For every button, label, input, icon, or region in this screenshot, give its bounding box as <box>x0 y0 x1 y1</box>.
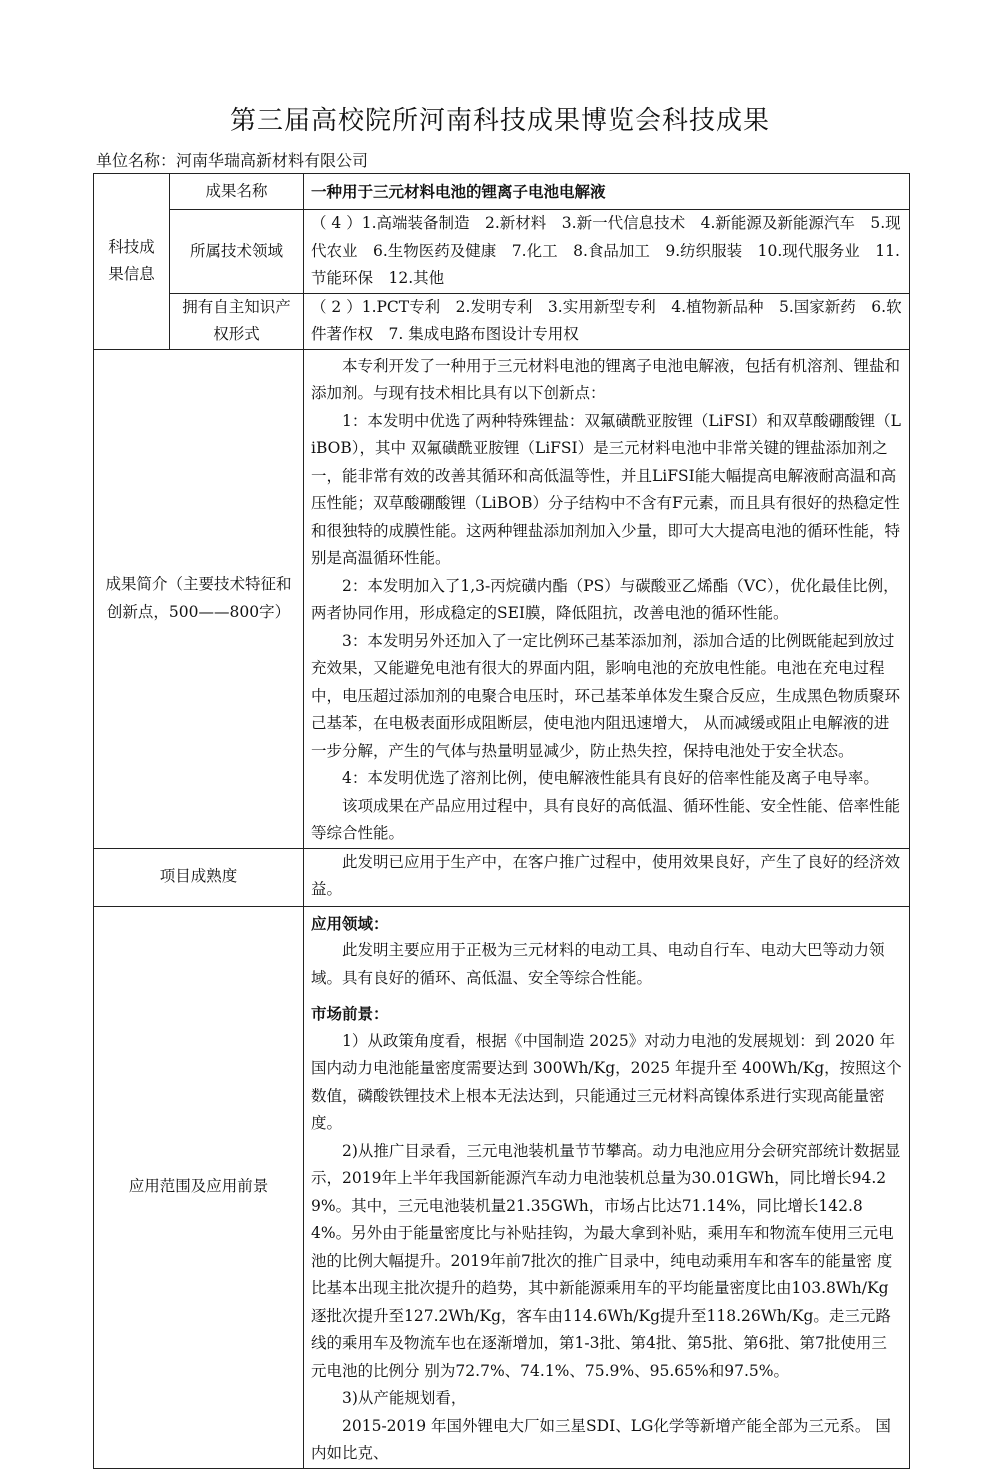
summary-section-header: 成果简介（主要技术特征和创新点，500——800字） <box>94 349 304 848</box>
achievement-table <box>93 173 910 1469</box>
name-label: 成果名称 <box>170 174 304 210</box>
market-paragraph: 3)从产能规划看， <box>342 1389 467 1407</box>
summary-paragraph: 3：本发明另外还加入了一定比例环己基苯添加剂，添加合适的比例既能起到放过充效果，又能避免电池有很大的界面内阻，影响电池的充放电性能。电池在充电过程中，电压超过添加剂的电聚合电压时，环己基苯单体发生聚合反应，生成黑色物质聚环己基苯，在电极表面形成阻断层，使电池内阻迅速增大， 从而减缓或阻止电解液的进一步分解，产生的气体与热量明显减少，防止热失控，保持电池处于安全状态。 <box>311 631 901 760</box>
name-value: 一种用于三元材料电池的锂离子电池电解液 <box>304 174 910 210</box>
application-content <box>304 906 910 1468</box>
market-title: 市场前景： <box>311 1004 389 1023</box>
field-value: （ 4 ）1.高端装备制造 2.新材料 3.新一代信息技术 4.新能源及新能源汽车 5.现代农业 6.生物医药及健康 7.化工 8.食品加工 9.纺织服装 10.现代服务业 11.节能环保 12.其他 <box>304 210 910 294</box>
unit-name: 河南华瑞高新材料有限公司 <box>176 151 369 170</box>
market-paragraph: 2)从推广目录看，三元电池装机量节节攀高。动力电池应用分会研究部统计数据显示，2019年上半年我国新能源汽车动力电池装机总量为30.01GWh，同比增长94.29%。其中，三元电池装机量21.35GWh，市场占比达71.14%，同比增长142.84%。另外由于能量密度比与补贴挂钩，为最大拿到补贴，乘用车和物流车使用三元电池的比例大幅提升。2019年前7批次的推广目录中，纯电动乘用车和客车的能量密 度比基本出现主批次提升的趋势，其中新能源乘用车的平均能量密度比由103.8Wh/Kg逐批次提升至127.2Wh/Kg，客车由114.6Wh/Kg提升至118.26Wh/Kg。走三元路线的乘用车及物流车也在逐渐增加，第1-3批、第4批、第5批、第6批、第7批使用三元电池的比例分 别为72.7%、74.1%、75.9%、95.65%和97.5%。 <box>311 1141 901 1380</box>
market-paragraph: 1）从政策角度看，根据《中国制造 2025》对动力电池的发展规划：到 2020 年国内动力电池能量密度需要达到 300Wh/Kg，2025 年提升至 400Wh/Kg，按照这个数值，磷酸铁锂技术上根本无法达到，只能通过三元材料高镍体系进行实现高能量密度。 <box>311 1031 902 1132</box>
market-paragraph: 2015-2019 年国外锂电大厂如三星SDI、LG化学等新增产能全部为三元系。 国内如比克、 <box>311 1416 891 1462</box>
ip-label: 拥有自主知识产权形式 <box>170 293 304 349</box>
unit-line <box>96 150 368 172</box>
unit-label: 单位名称： <box>96 151 177 170</box>
info-section-header: 科技成果信息 <box>94 174 170 350</box>
application-field-title: 应用领域： <box>311 913 389 933</box>
summary-paragraph: 2：本发明加入了1,3-丙烷磺内酯（PS）与碳酸亚乙烯酯（VC），优化最佳比例，两者协同作用，形成稳定的SEI膜，降低阻抗，改善电池的循环性能。 <box>311 576 899 622</box>
summary-paragraph: 1：本发明中优选了两种特殊锂盐：双氟磺酰亚胺锂（LiFSI）和双草酸硼酸锂（LiBOB），其中 双氟磺酰亚胺锂（LiFSI）是三元材料电池中非常关键的锂盐添加剂之一，能非常有效的改善其循环和高低温等性，并且LiFSI能大幅提高电解液耐高温和高压性能；双草酸硼酸锂（LiBOB）分子结构中不含有F元素，而且具有很好的热稳定性和很独特的成膜性能。这两种锂盐添加剂加入少量，即可大大提高电池的循环性能，特别是高温循环性能。 <box>311 411 901 567</box>
maturity-content <box>304 848 910 906</box>
summary-content <box>304 349 910 848</box>
summary-paragraph: 本专利开发了一种用于三元材料电池的锂离子电池电解液，包括有机溶剂、锂盐和添加剂。与现有技术相比具有以下创新点： <box>311 356 901 402</box>
summary-paragraph: 4：本发明优选了溶剂比例，使电解液性能具有良好的倍率性能及离子电导率。 <box>342 769 879 787</box>
maturity-section-header: 项目成熟度 <box>94 848 304 906</box>
ip-value: （ 2 ）1.PCT专利 2.发明专利 3.实用新型专利 4.植物新品种 5.国家新药 6.软件著作权 7. 集成电路布图设计专用权 <box>304 293 910 349</box>
application-section-header: 应用范围及应用前景 <box>94 906 304 1468</box>
field-label: 所属技术领域 <box>170 210 304 294</box>
summary-paragraph: 该项成果在产品应用过程中，具有良好的高低温、循环性能、安全性能、倍率性能等综合性能。 <box>311 796 901 842</box>
maturity-text: 此发明已应用于生产中，在客户推广过程中，使用效果良好，产生了良好的经济效益。 <box>311 852 901 898</box>
application-field-text: 此发明主要应用于正极为三元材料的电动工具、电动自行车、电动大巴等动力领域。具有良好的循环、高低温、安全等综合性能。 <box>311 941 885 987</box>
page-title: 第三届高校院所河南科技成果博览会科技成果 <box>229 106 770 136</box>
